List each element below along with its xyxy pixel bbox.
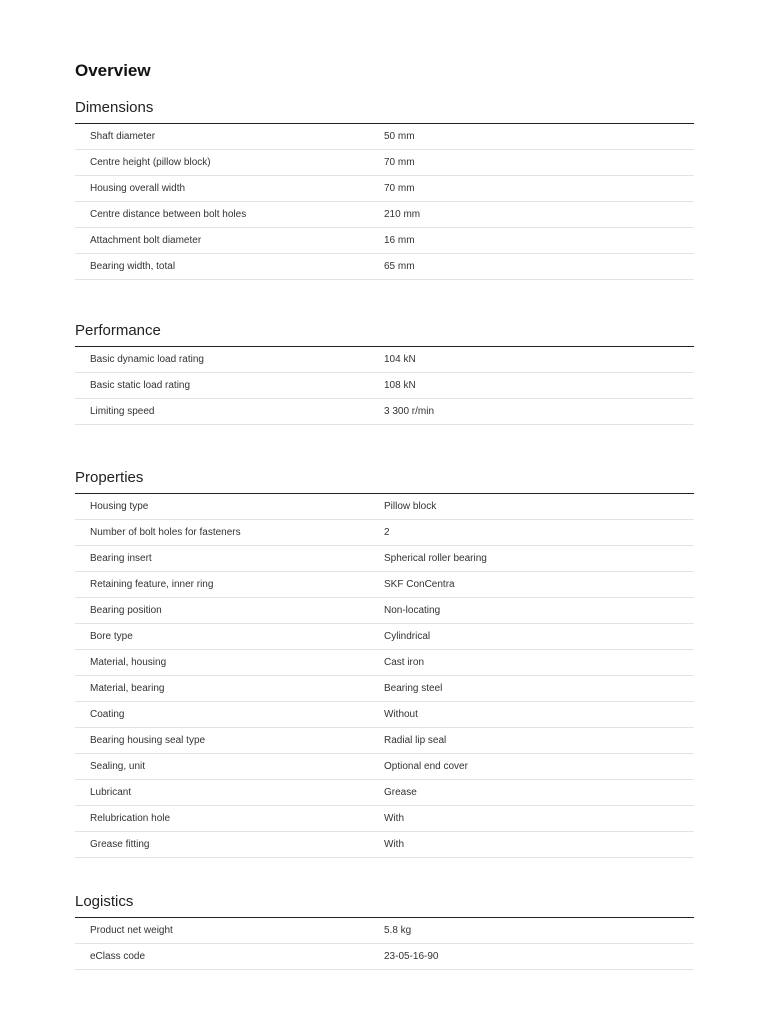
spec-row	[75, 546, 694, 572]
spec-row	[75, 347, 694, 373]
spec-row	[75, 676, 694, 702]
spec-value: 2	[384, 527, 390, 538]
spec-row	[75, 598, 694, 624]
spec-value: 65 mm	[384, 261, 415, 272]
properties-section	[75, 466, 694, 858]
logistics-table	[75, 917, 694, 970]
spec-label: Bearing housing seal type	[90, 735, 206, 746]
spec-value: Spherical roller bearing	[384, 553, 487, 564]
spec-label: Lubricant	[90, 787, 132, 798]
spec-row	[75, 228, 694, 254]
spec-label: Material, bearing	[90, 683, 165, 694]
spec-row	[75, 780, 694, 806]
dimensions-title: Dimensions	[75, 99, 154, 116]
spec-label: Coating	[90, 709, 125, 720]
spec-value: Optional end cover	[384, 761, 468, 772]
spec-label: Centre height (pillow block)	[90, 157, 211, 168]
spec-label: Basic dynamic load rating	[90, 354, 204, 365]
spec-value: SKF ConCentra	[384, 579, 455, 590]
performance-title: Performance	[75, 322, 161, 339]
spec-value: With	[384, 839, 404, 850]
dimensions-table	[75, 123, 694, 280]
spec-row	[75, 918, 694, 944]
spec-value: 50 mm	[384, 131, 415, 142]
logistics-section	[75, 890, 694, 970]
overview-title: Overview	[75, 61, 151, 80]
spec-row	[75, 150, 694, 176]
spec-value: Grease	[384, 787, 417, 798]
spec-value: Non-locating	[384, 605, 441, 616]
spec-label: Relubrication hole	[90, 813, 171, 824]
spec-value: 70 mm	[384, 157, 415, 168]
spec-row	[75, 373, 694, 399]
spec-value: Without	[384, 709, 418, 720]
spec-label: Housing overall width	[90, 183, 186, 194]
spec-row	[75, 650, 694, 676]
spec-label: Sealing, unit	[90, 761, 146, 772]
spec-label: Bearing width, total	[90, 261, 176, 272]
spec-value: 210 mm	[384, 209, 421, 220]
spec-label: Product net weight	[90, 925, 173, 936]
dimensions-section	[75, 96, 694, 280]
spec-row	[75, 728, 694, 754]
performance-table	[75, 346, 694, 425]
spec-label: Number of bolt holes for fasteners	[90, 527, 241, 538]
spec-value: Pillow block	[384, 501, 437, 512]
spec-value: 108 kN	[384, 380, 416, 391]
spec-value: 23-05-16-90	[384, 951, 439, 962]
spec-row	[75, 944, 694, 970]
properties-title: Properties	[75, 469, 144, 486]
spec-value: Cylindrical	[384, 631, 431, 642]
spec-row	[75, 572, 694, 598]
spec-row	[75, 494, 694, 520]
spec-value: 3 300 r/min	[384, 406, 435, 417]
spec-row	[75, 624, 694, 650]
spec-label: Retaining feature, inner ring	[90, 579, 214, 590]
spec-label: eClass code	[90, 951, 146, 962]
logistics-title: Logistics	[75, 893, 134, 910]
properties-table	[75, 493, 694, 858]
spec-row	[75, 176, 694, 202]
spec-value: Cast iron	[384, 657, 425, 668]
spec-label: Shaft diameter	[90, 131, 156, 142]
spec-value: Radial lip seal	[384, 735, 447, 746]
spec-value: 5.8 kg	[384, 925, 412, 936]
spec-row	[75, 832, 694, 858]
spec-value: 16 mm	[384, 235, 415, 246]
spec-row	[75, 520, 694, 546]
spec-label: Grease fitting	[90, 839, 150, 850]
spec-label: Limiting speed	[90, 406, 155, 417]
spec-label: Basic static load rating	[90, 380, 191, 391]
spec-value: Bearing steel	[384, 683, 443, 694]
spec-value: 70 mm	[384, 183, 415, 194]
spec-value: With	[384, 813, 404, 824]
spec-row	[75, 806, 694, 832]
spec-label: Housing type	[90, 501, 149, 512]
spec-label: Centre distance between bolt holes	[90, 209, 247, 220]
spec-row	[75, 399, 694, 425]
spec-label: Bearing insert	[90, 553, 152, 564]
spec-row	[75, 202, 694, 228]
performance-section	[75, 319, 694, 425]
spec-label: Bearing position	[90, 605, 162, 616]
spec-label: Material, housing	[90, 657, 167, 668]
spec-row	[75, 754, 694, 780]
spec-row	[75, 702, 694, 728]
spec-row	[75, 124, 694, 150]
spec-value: 104 kN	[384, 354, 416, 365]
spec-label: Attachment bolt diameter	[90, 235, 202, 246]
spec-row	[75, 254, 694, 280]
spec-label: Bore type	[90, 631, 133, 642]
